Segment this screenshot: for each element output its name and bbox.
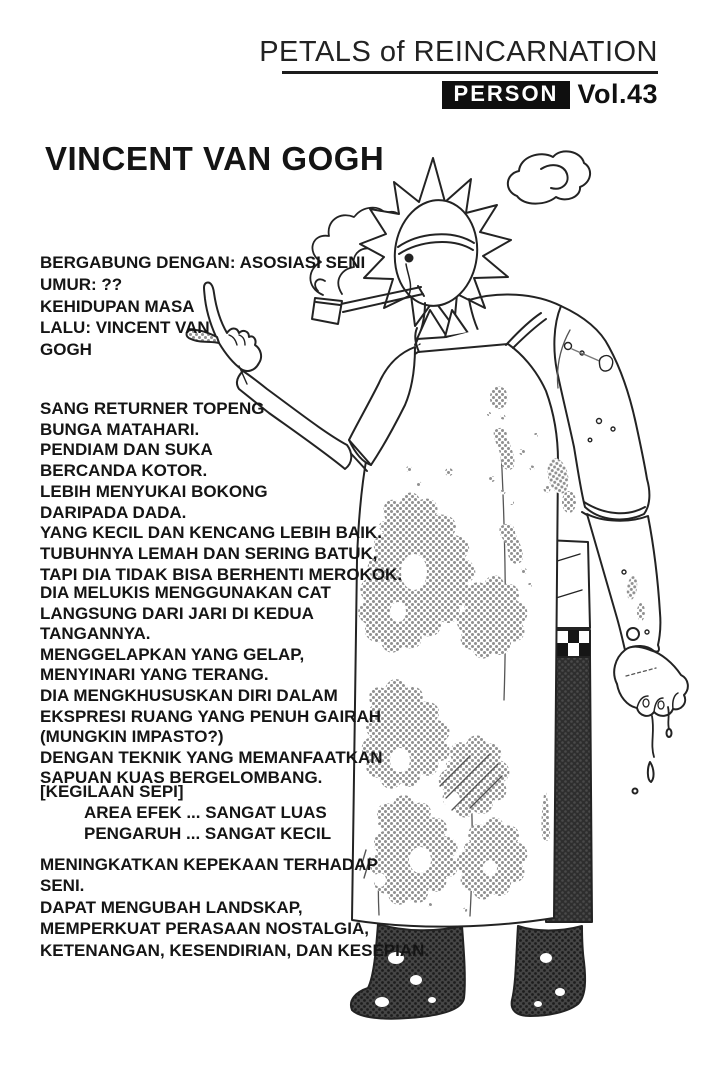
text-line: SANG RETURNER TOPENG — [40, 399, 265, 418]
character-name: VINCENT VAN GOGH — [45, 140, 385, 177]
text-line: DAPAT MENGUBAH LANDSKAP, — [40, 897, 303, 917]
text-line: DIA MELUKIS MENGGUNAKAN CAT — [40, 583, 331, 602]
mask-eye — [405, 254, 414, 263]
text-line: DENGAN TEKNIK YANG MEMANFAATKAN — [40, 747, 383, 767]
text-line: EKSPRESI RUANG YANG PENUH GAIRAH — [40, 706, 382, 726]
text-line: LALU: VINCENT VAN — [40, 318, 210, 338]
text-line: (MUNGKIN IMPASTO?) — [40, 727, 224, 747]
text-line: KETENANGAN, KESENDIRIAN, DAN KESEPIAN. — [40, 940, 430, 960]
text-line: TANGANNYA. — [40, 624, 151, 644]
text-line: LEBIH MENYUKAI BOKONG — [40, 481, 268, 501]
text-line: MENGGELAPKAN YANG GELAP, — [40, 644, 305, 664]
ability-title: [KEGILAAN SEPI] — [40, 782, 184, 801]
person-badge: PERSON — [442, 81, 571, 109]
smoke-cloud-icon — [508, 151, 590, 203]
text-line: MENINGKATKAN KEPEKAAN TERHADAP — [40, 855, 378, 874]
text-line: DARIPADA DADA. — [40, 502, 187, 522]
volume-label: Vol.43 — [577, 79, 658, 109]
text-line: PENDIAM DAN SUKA — [40, 440, 213, 460]
text-line: BERGABUNG DENGAN: ASOSIASI SENI — [40, 253, 366, 272]
technique-text-block — [40, 583, 383, 789]
text-line: DIA MENGKHUSUSKAN DIRI DALAM — [40, 685, 338, 705]
text-line: UMUR: ?? — [40, 274, 123, 294]
text-line: BERCANDA KOTOR. — [40, 461, 208, 481]
text-line: YANG KECIL DAN KENCANG LEBIH BAIK. — [40, 523, 382, 543]
text-line: MENYINARI YANG TERANG. — [40, 665, 269, 685]
profile-text-block — [40, 252, 365, 361]
text-line: SENI. — [40, 876, 85, 896]
ability-text-block — [40, 781, 331, 844]
text-line: SAPUAN KUAS BERGELOMBANG. — [40, 768, 323, 788]
text-line: LANGSUNG DARI JARI DI KEDUA — [40, 603, 314, 623]
header-badge-row — [442, 79, 658, 110]
text-line: TUBUHNYA LEMAH DAN SERING BATUK, — [40, 543, 378, 563]
header-divider — [282, 71, 658, 74]
series-title: PETALS of REINCARNATION — [259, 36, 658, 68]
text-line: PENGARUH ... SANGAT KECIL — [84, 824, 332, 843]
text-line: GOGH — [40, 340, 92, 360]
effects-text-block — [40, 854, 429, 961]
text-line: KEHIDUPAN MASA — [40, 296, 195, 316]
text-line: TAPI DIA TIDAK BISA BERHENTI MEROKOK. — [40, 564, 403, 584]
text-line: AREA EFEK ... SANGAT LUAS — [84, 803, 327, 822]
paint-drips — [633, 707, 672, 794]
personality-text-block — [40, 399, 402, 585]
text-line: BUNGA MATAHARI. — [40, 419, 200, 439]
sunflower-mask — [360, 158, 511, 327]
text-line: MEMPERKUAT PERASAAN NOSTALGIA, — [40, 919, 369, 939]
